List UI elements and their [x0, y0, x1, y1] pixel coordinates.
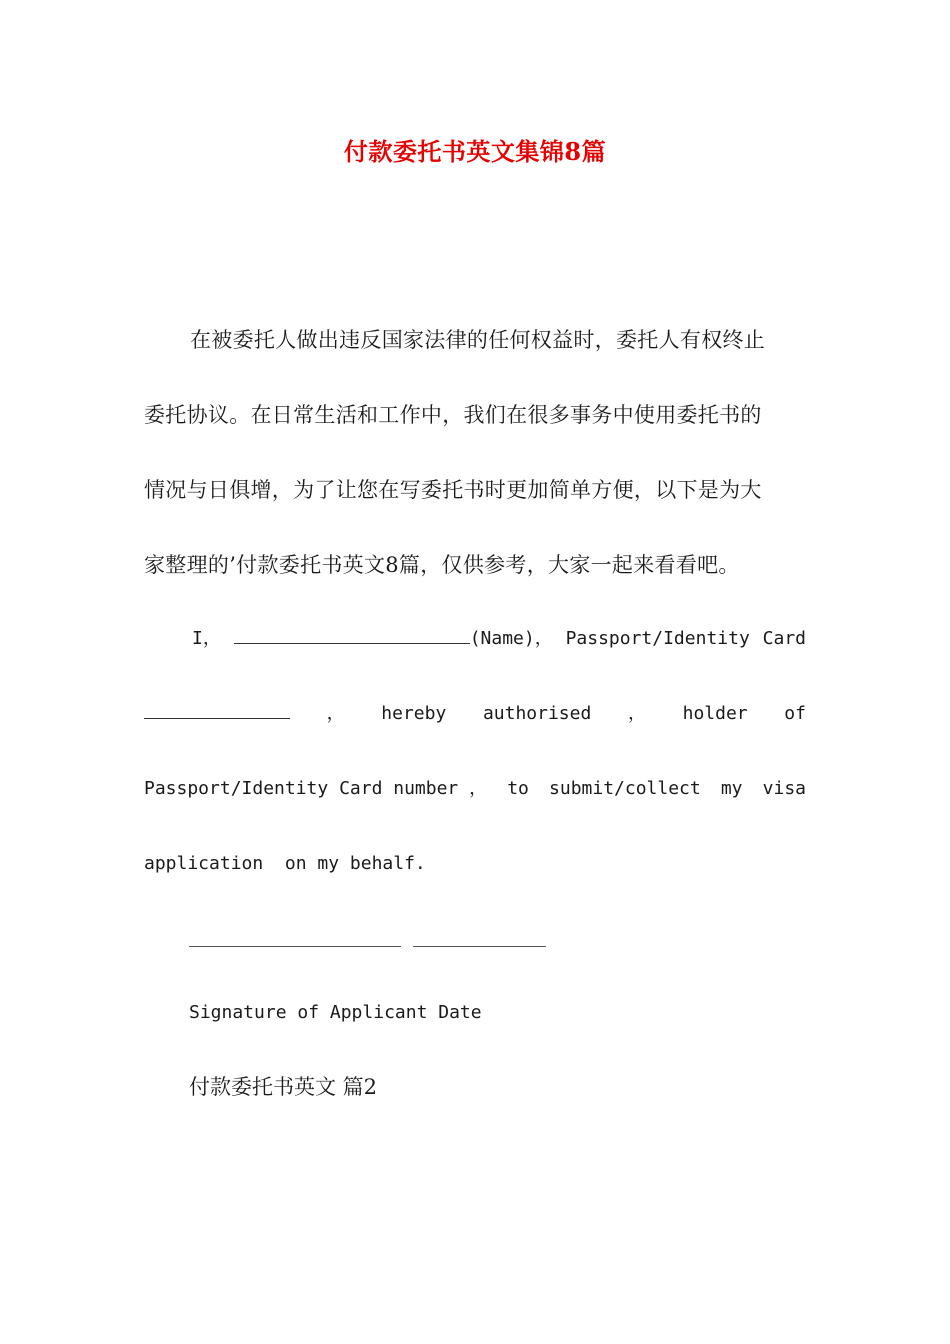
word-my: my [720, 778, 743, 799]
word-authorised: authorised [482, 703, 592, 724]
letter-line-4 [144, 826, 806, 901]
letter-line-1 [144, 601, 806, 676]
passport-label: Passport/Identity [565, 628, 750, 649]
letter-prefix: I， [192, 628, 221, 649]
card-label: Card [762, 628, 806, 649]
letter-line-3 [144, 751, 806, 826]
intro-paragraph [144, 303, 809, 603]
word-submit-collect: submit/collect [549, 778, 701, 799]
name-blank-field [234, 625, 470, 644]
word-hereby: hereby [381, 703, 447, 724]
document-title: 付款委托书英文集锦8篇 [343, 137, 607, 166]
authorised-name-blank-field [144, 700, 290, 719]
authorization-paragraph [144, 601, 806, 901]
word-of: of [784, 703, 806, 724]
intro-line: 在被委托人做出违反国家法律的任何权益时，委托人有权终止 [190, 328, 766, 352]
intro-line: 委托协议。在日常生活和工作中，我们在很多事务中使用委托书的 [144, 403, 762, 427]
comma: ， [627, 703, 646, 724]
date-blank-line [413, 946, 546, 947]
word-holder: holder [682, 703, 748, 724]
letter-closing-text: application on my behalf. [144, 853, 426, 874]
letter-line-2 [144, 676, 806, 751]
signature-caption: Signature of Applicant Date [189, 1002, 482, 1023]
word-visa: visa [762, 778, 806, 799]
name-label: (Name)， [469, 628, 553, 649]
intro-line: 情况与日俱增，为了让您在写委托书时更加简单方便，以下是为大 [144, 478, 762, 502]
signature-blank-line [189, 946, 401, 947]
section-heading: 付款委托书英文 篇2 [189, 1075, 378, 1099]
comma: ， [326, 703, 345, 724]
passport-number-label: Passport/Identity Card number ， [144, 778, 488, 799]
word-to: to [507, 778, 529, 799]
intro-line: 家整理的’付款委托书英文8篇，仅供参考，大家一起来看看吧。 [144, 553, 740, 577]
